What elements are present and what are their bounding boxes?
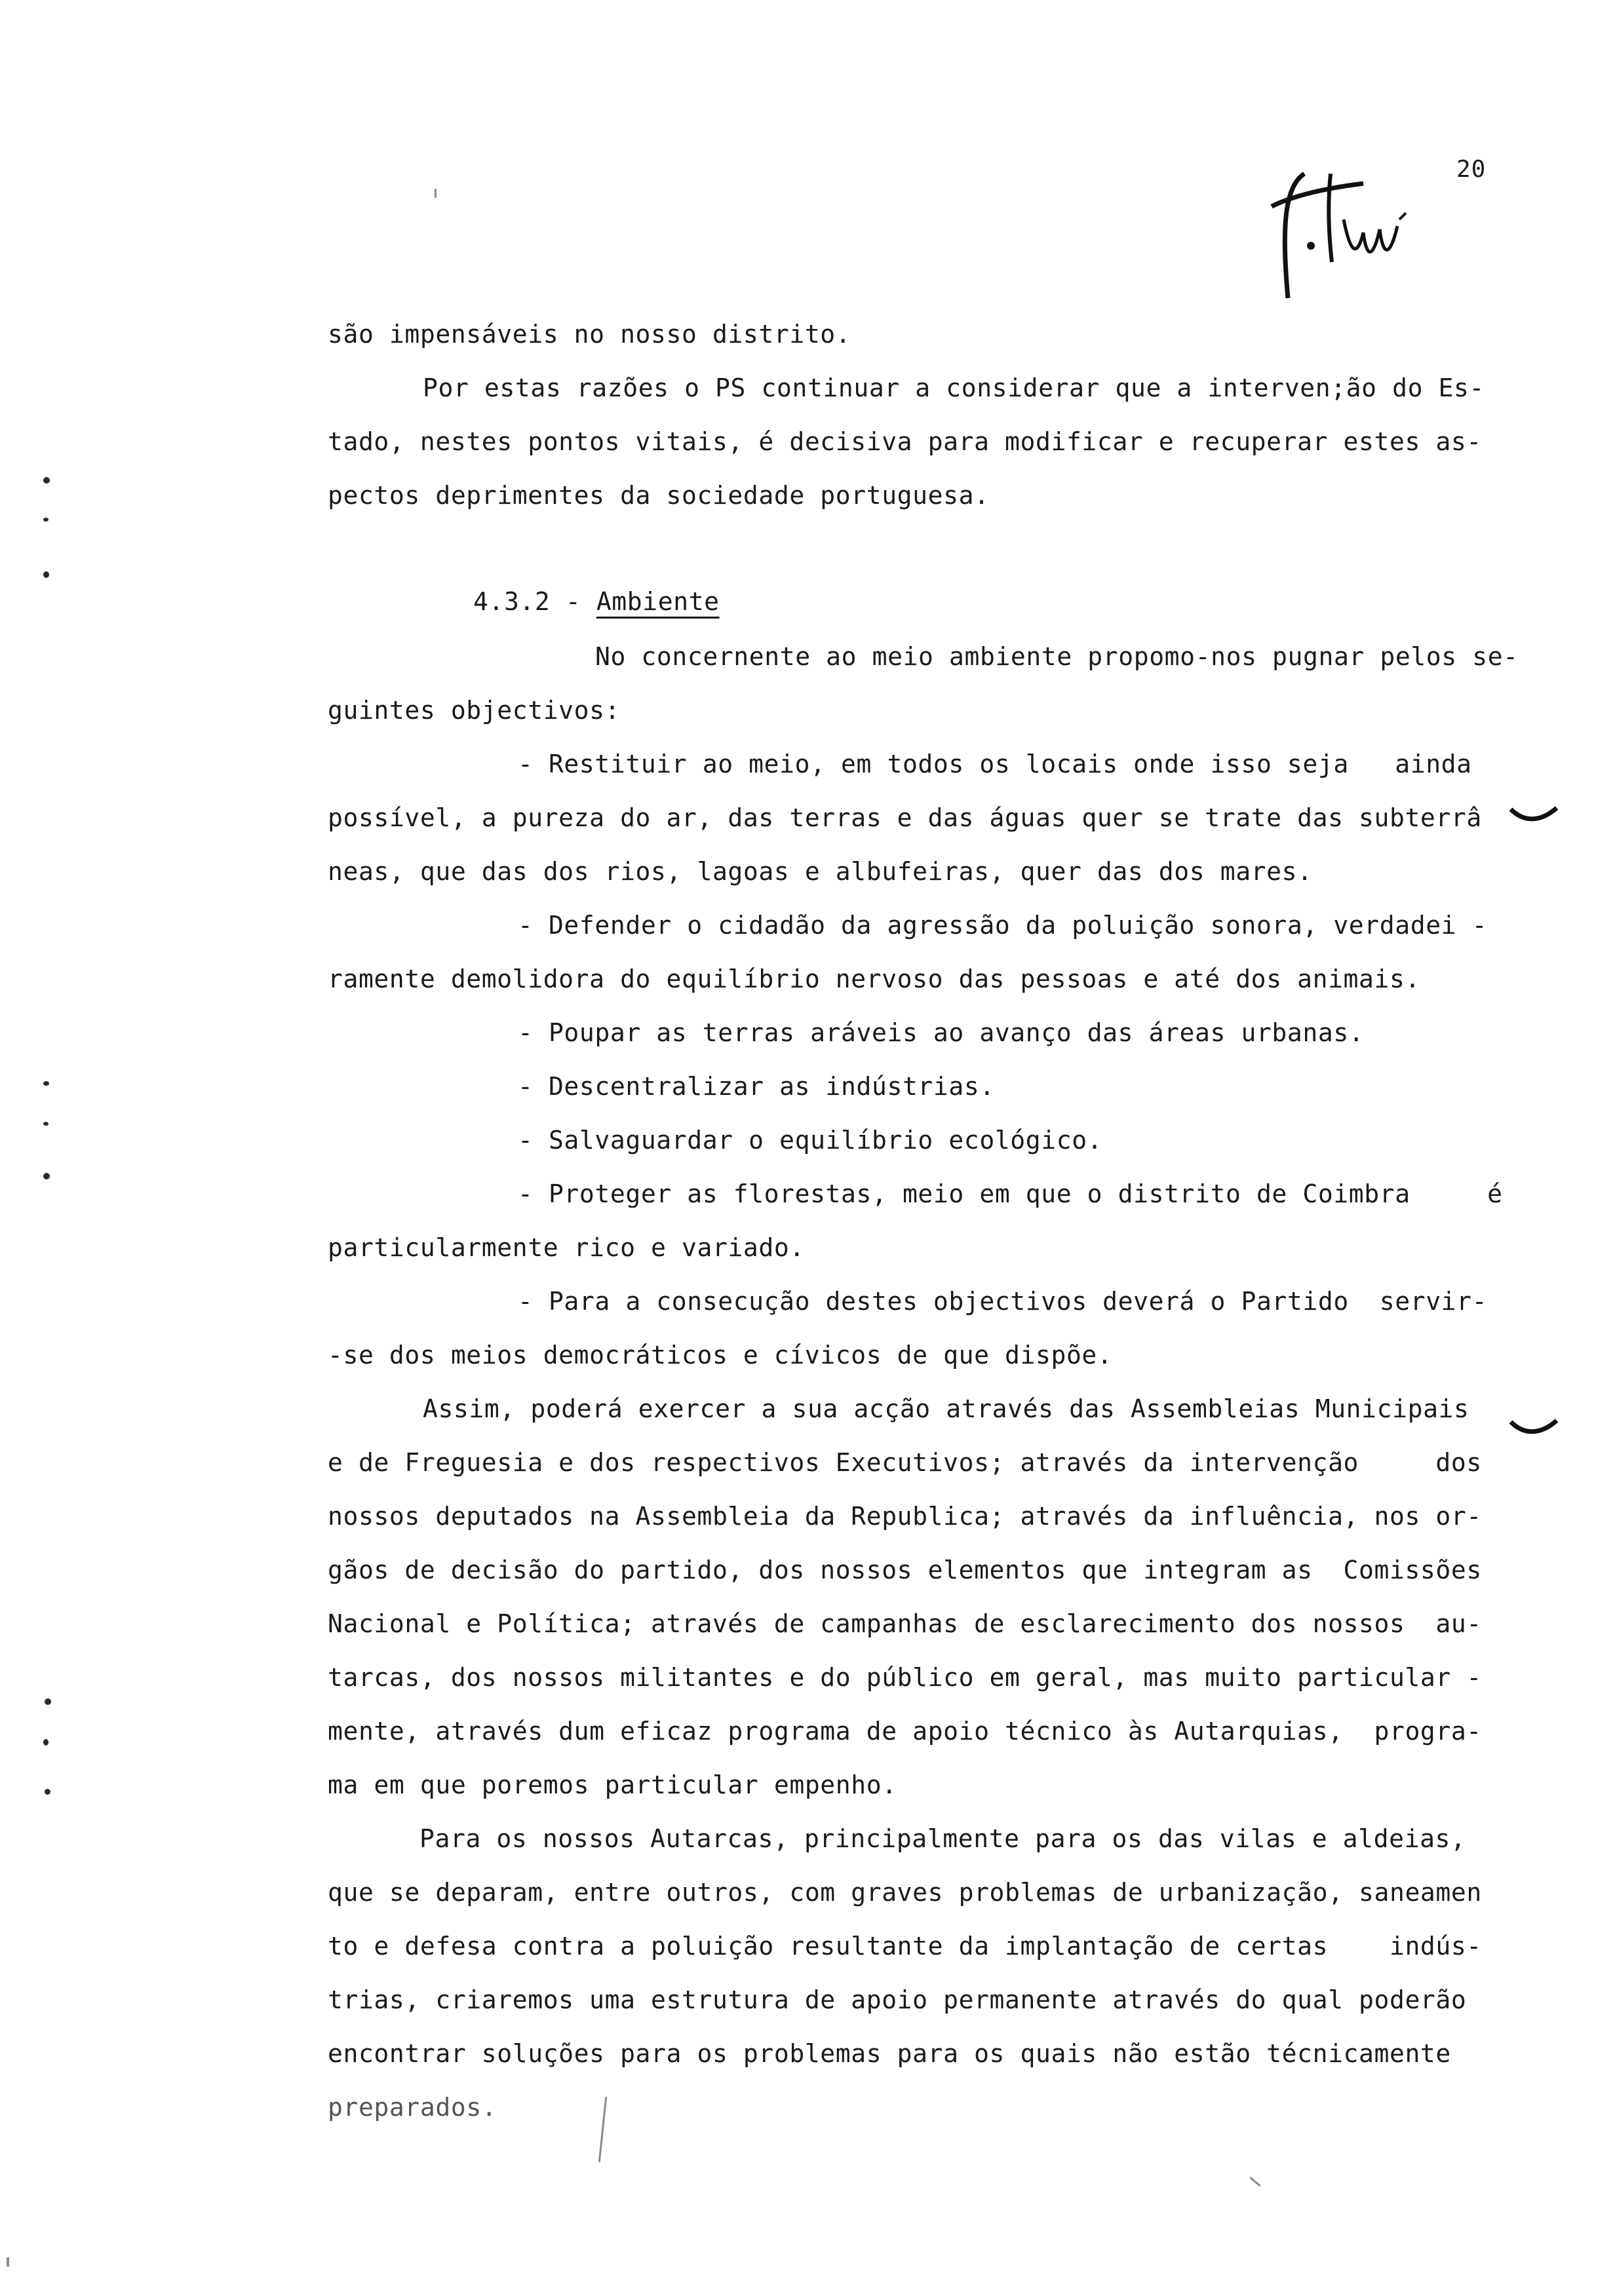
text-line: e de Freguesia e dos respectivos Executivos; através da intervenção dos [328, 1448, 1482, 1477]
text-line: mente, através dum eficaz programa de apoio técnico às Autarquias, progra- [328, 1717, 1482, 1746]
margin-bracket-mark [1508, 803, 1560, 829]
text-line: nossos deputados na Assembleia da Republica; através da influência, nos or- [328, 1502, 1482, 1531]
text-line: são impensáveis no nosso distrito. [328, 320, 851, 349]
hole-punch-mark [43, 571, 49, 578]
text-line: ramente demolidora do equilíbrio nervoso das pessoas e até dos animais. [328, 965, 1420, 993]
scan-artifact [598, 2097, 607, 2162]
hole-punch-mark [43, 477, 50, 484]
text-line: trias, criaremos uma estrutura de apoio permanente através do qual poderão [328, 1985, 1467, 2014]
text-line: -se dos meios democráticos e cívicos de que dispõe. [328, 1341, 1113, 1369]
text-line: gãos de decisão do partido, dos nossos elementos que integram as Comissões [328, 1556, 1482, 1584]
text-line: possível, a pureza do ar, das terras e das águas quer se trate das subterrâ [328, 803, 1482, 832]
section-title: Ambiente [596, 587, 720, 616]
list-item: - Salvaguardar o equilíbrio ecológico. [518, 1126, 1103, 1155]
text-line: ma em que poremos particular empenho. [328, 1770, 897, 1799]
hole-punch-mark [43, 1122, 49, 1126]
hole-punch-mark [45, 1698, 51, 1705]
list-item: - Proteger as florestas, meio em que o distrito de Coimbra é [518, 1179, 1503, 1208]
text-line: Assim, poderá exercer a sua acção através das Assembleias Municipais [423, 1394, 1469, 1423]
text-line: encontrar soluções para os problemas para os quais não estão técnicamente [328, 2039, 1451, 2068]
text-line: Por estas razões o PS continuar a considerar que a interven;ão do Es- [423, 373, 1485, 402]
list-item: - Defender o cidadão da agressão da poluição sonora, verdadei - [518, 911, 1488, 940]
margin-bracket-mark [1508, 1415, 1560, 1442]
hole-punch-mark [43, 1173, 50, 1179]
scan-artifact [1249, 2177, 1260, 2187]
text-line: No concernente ao meio ambiente propomo-nos pugnar pelos se- [595, 642, 1519, 671]
scan-artifact [7, 2257, 9, 2267]
section-number: 4.3.2 - [473, 587, 596, 616]
text-line: tarcas, dos nossos militantes e do público em geral, mas muito particular - [328, 1663, 1482, 1692]
text-line: neas, que das dos rios, lagoas e albufeiras, quer das dos mares. [328, 857, 1313, 886]
section-heading [473, 588, 720, 615]
text-line: guintes objectivos: [328, 696, 621, 725]
scan-artifact [435, 189, 437, 198]
text-line: Para os nossos Autarcas, principalmente para os das vilas e aldeias, [419, 1824, 1466, 1853]
text-line: Nacional e Política; através de campanhas de esclarecimento dos nossos au- [328, 1609, 1482, 1638]
text-line: tado, nestes pontos vitais, é decisiva para modificar e recuperar estes as- [328, 427, 1482, 456]
list-item: - Poupar as terras aráveis ao avanço das áreas urbanas. [518, 1018, 1365, 1047]
text-line: particularmente rico e variado. [328, 1233, 805, 1262]
text-line: to e defesa contra a poluição resultante da implantação de certas indús- [328, 1932, 1482, 1961]
text-line: pectos deprimentes da sociedade portuguesa. [328, 481, 990, 510]
text-line: preparados. [328, 2093, 497, 2122]
hole-punch-mark [43, 1081, 49, 1086]
page-number: 20 [1456, 156, 1487, 183]
hole-punch-mark [43, 518, 49, 522]
list-item: - Para a consecução destes objectivos deverá o Partido servir- [518, 1287, 1488, 1316]
signature [1258, 147, 1442, 305]
hole-punch-mark [43, 1739, 49, 1746]
hole-punch-mark [45, 1789, 50, 1795]
text-line: que se deparam, entre outros, com graves problemas de urbanização, saneamen [328, 1878, 1482, 1907]
list-item: - Restituir ao meio, em todos os locais onde isso seja ainda [518, 750, 1472, 778]
list-item: - Descentralizar as indústrias. [518, 1072, 995, 1101]
